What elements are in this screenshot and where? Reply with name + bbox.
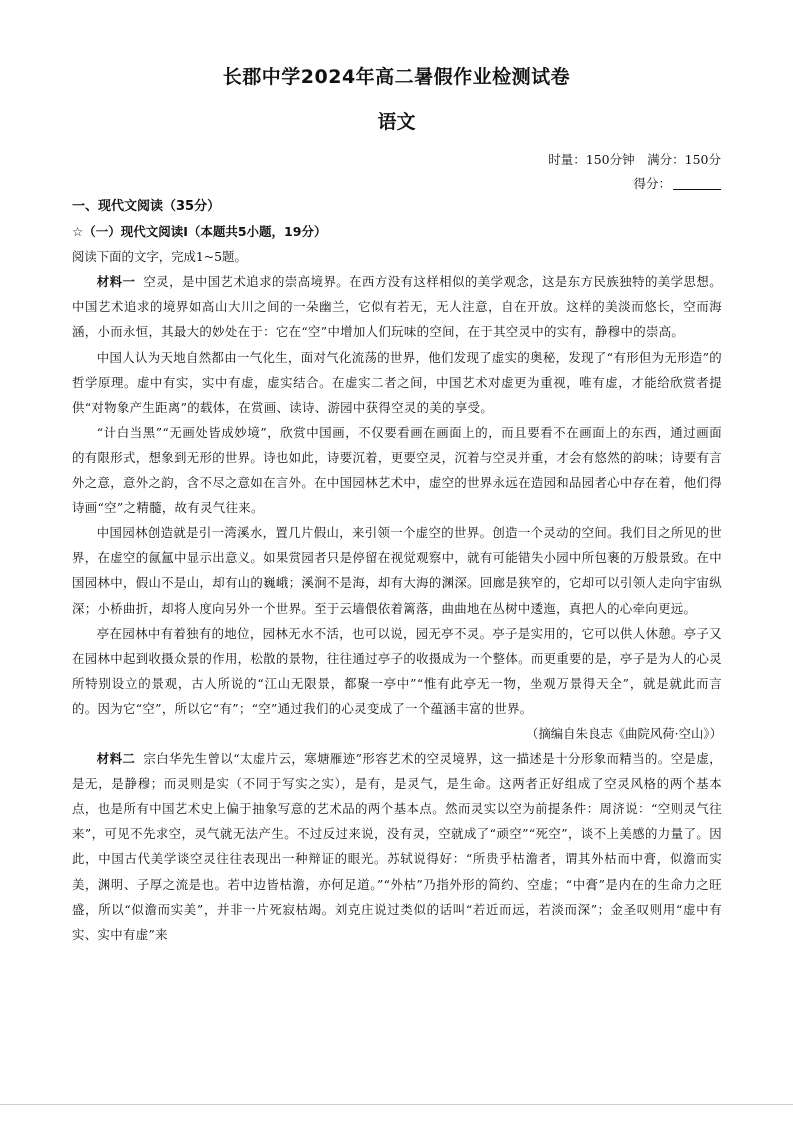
score-label: 得分： — [633, 176, 671, 191]
material1-paragraph — [72, 269, 722, 344]
material1-label: 材料一 — [96, 274, 136, 290]
material1-paragraph-text: 空灵，是中国艺术追求的崇高境界。在西方没有这样相似的美学观念，这是东方民族独特的美学思想。中国艺术追求的境界如高山大川之间的一朵幽兰，它似有若无，无人注意，自在开放。这样的美淡而悠长，空而海涵，小而永恒，其最大的妙处在于：它在“空”中增加人们玩味的空间，在于其空灵中的实有，静穆中的崇高。 — [72, 274, 722, 340]
material2-label: 材料二 — [96, 751, 136, 767]
reading-instruction: 阅读下面的文字，完成1~5题。 — [72, 249, 247, 265]
material2-paragraph — [72, 746, 722, 947]
material1-source: （摘编自朱良志《曲院风荷·空山》） — [526, 725, 722, 741]
section-title: 一、现代文阅读（35分） — [72, 199, 221, 214]
material1-paragraph: 中国园林创造就是引一湾溪水，置几片假山，来引领一个虚空的世界。创造一个灵动的空间。我们目之所见的世界，在虚空的氤氲中显示出意义。如果赏园者只是停留在视觉观察中，就有可能错失小园中所包裹的万般景致。在中国园林中，假山不是山，却有山的巍峨；溪涧不是海，却有大海的渊深。回廊是狭窄的，它却可以引领人走向宇宙纵深；小桥曲折，却将人度向另外一个世界。至于云墙偎依着篱落，曲曲地在丛树中逶迤，真把人的心牵向更远。 — [72, 525, 722, 616]
exam-title: 长郡中学2024年高二暑假作业检测试卷 — [222, 66, 571, 88]
material2-paragraph-text: 宗白华先生曾以“太虚片云，寒塘雁迹”形容艺术的空灵境界，这一描述是十分形象而精当的。空是虚，是无，是静穆；而灵则是实（不同于写实之实），是有，是灵气，是生命。这两者正好组成了空灵风格的两个基本点，也是所有中国艺术史上偏于抽象写意的艺术品的两个基本点。然而灵实以空为前提条件：周济说：“空则灵气往来”，可见不先求空，灵气就无法产生。不过反过来说，没有灵，空就成了“顽空”“死空”，谈不上美感的力量了。因此，中国古代美学谈空灵往往表现出一种辩证的眼光。苏轼说得好：“所贵乎枯澹者，谓其外枯而中膏，似澹而实美，渊明、子厚之流是也。若中边皆枯澹，亦何足道。”“外枯”乃指外形的简约、空虚；“中膏”是内在的生命力之旺盛，所以“似澹而实美”，并非一片死寂枯竭。刘克庄说过类似的话叫“若近而远，若淡而深”；金圣叹则用“虚中有实、实中有虚”来 — [72, 751, 722, 942]
subject-title: 语文 — [377, 111, 416, 133]
material1-paragraph: 中国人认为天地自然都由一气化生，面对气化流荡的世界，他们发现了虚实的奥秘，发现了“有形但为无形造”的哲学原理。虚中有实，实中有虚，虚实结合。在虚实二者之间，中国艺术对虚更为重视，唯有虚，才能给欣赏者提供“对物象产生距离”的载体，在赏画、读诗、游园中获得空灵的美的享受。 — [72, 349, 722, 415]
time-and-score-info: 时量：150分钟 满分：150分 — [548, 152, 721, 167]
material1-paragraph: “计白当黑”“无画处皆成妙境”，欣赏中国画，不仅要看画在画面上的，而且要看不在画面上的东西，通过画面的有限形式，想象到无形的世界。诗也如此，诗要沉着，更要空灵，沉着与空灵并重，才会有悠然的韵味；诗要有言外之意，意外之韵，含不尽之意如在言外。在中国园林艺术中，虚空的世界永远在造园和品园者心中存在着，他们得诗画“空”之精髓，故有灵气往来。 — [72, 424, 722, 516]
score-blank — [673, 175, 721, 190]
score-field — [548, 172, 721, 196]
exam-content — [72, 194, 722, 947]
exam-meta — [548, 148, 721, 196]
material1-paragraph: 亭在园林中有着独有的地位，园林无水不活，也可以说，园无亭不灵。亭子是实用的，它可以供人休憩。亭子又在园林中起到收摄众景的作用，松散的景物，往往通过亭子的收摄成为一个整体。而更重要的是，亭子是为人的心灵所特别设立的景观，古人所说的“江山无限景，都聚一亭中”“惟有此亭无一物，坐观万景得天全”，就是就此而言的。因为它“空”，所以它“有”；“空”通过我们的心灵变成了一个蕴涵丰富的世界。 — [72, 625, 722, 716]
subsection-title: ☆（一）现代文阅读Ⅰ（本题共5小题，19分） — [72, 224, 327, 240]
page-bottom-divider — [0, 1104, 793, 1105]
